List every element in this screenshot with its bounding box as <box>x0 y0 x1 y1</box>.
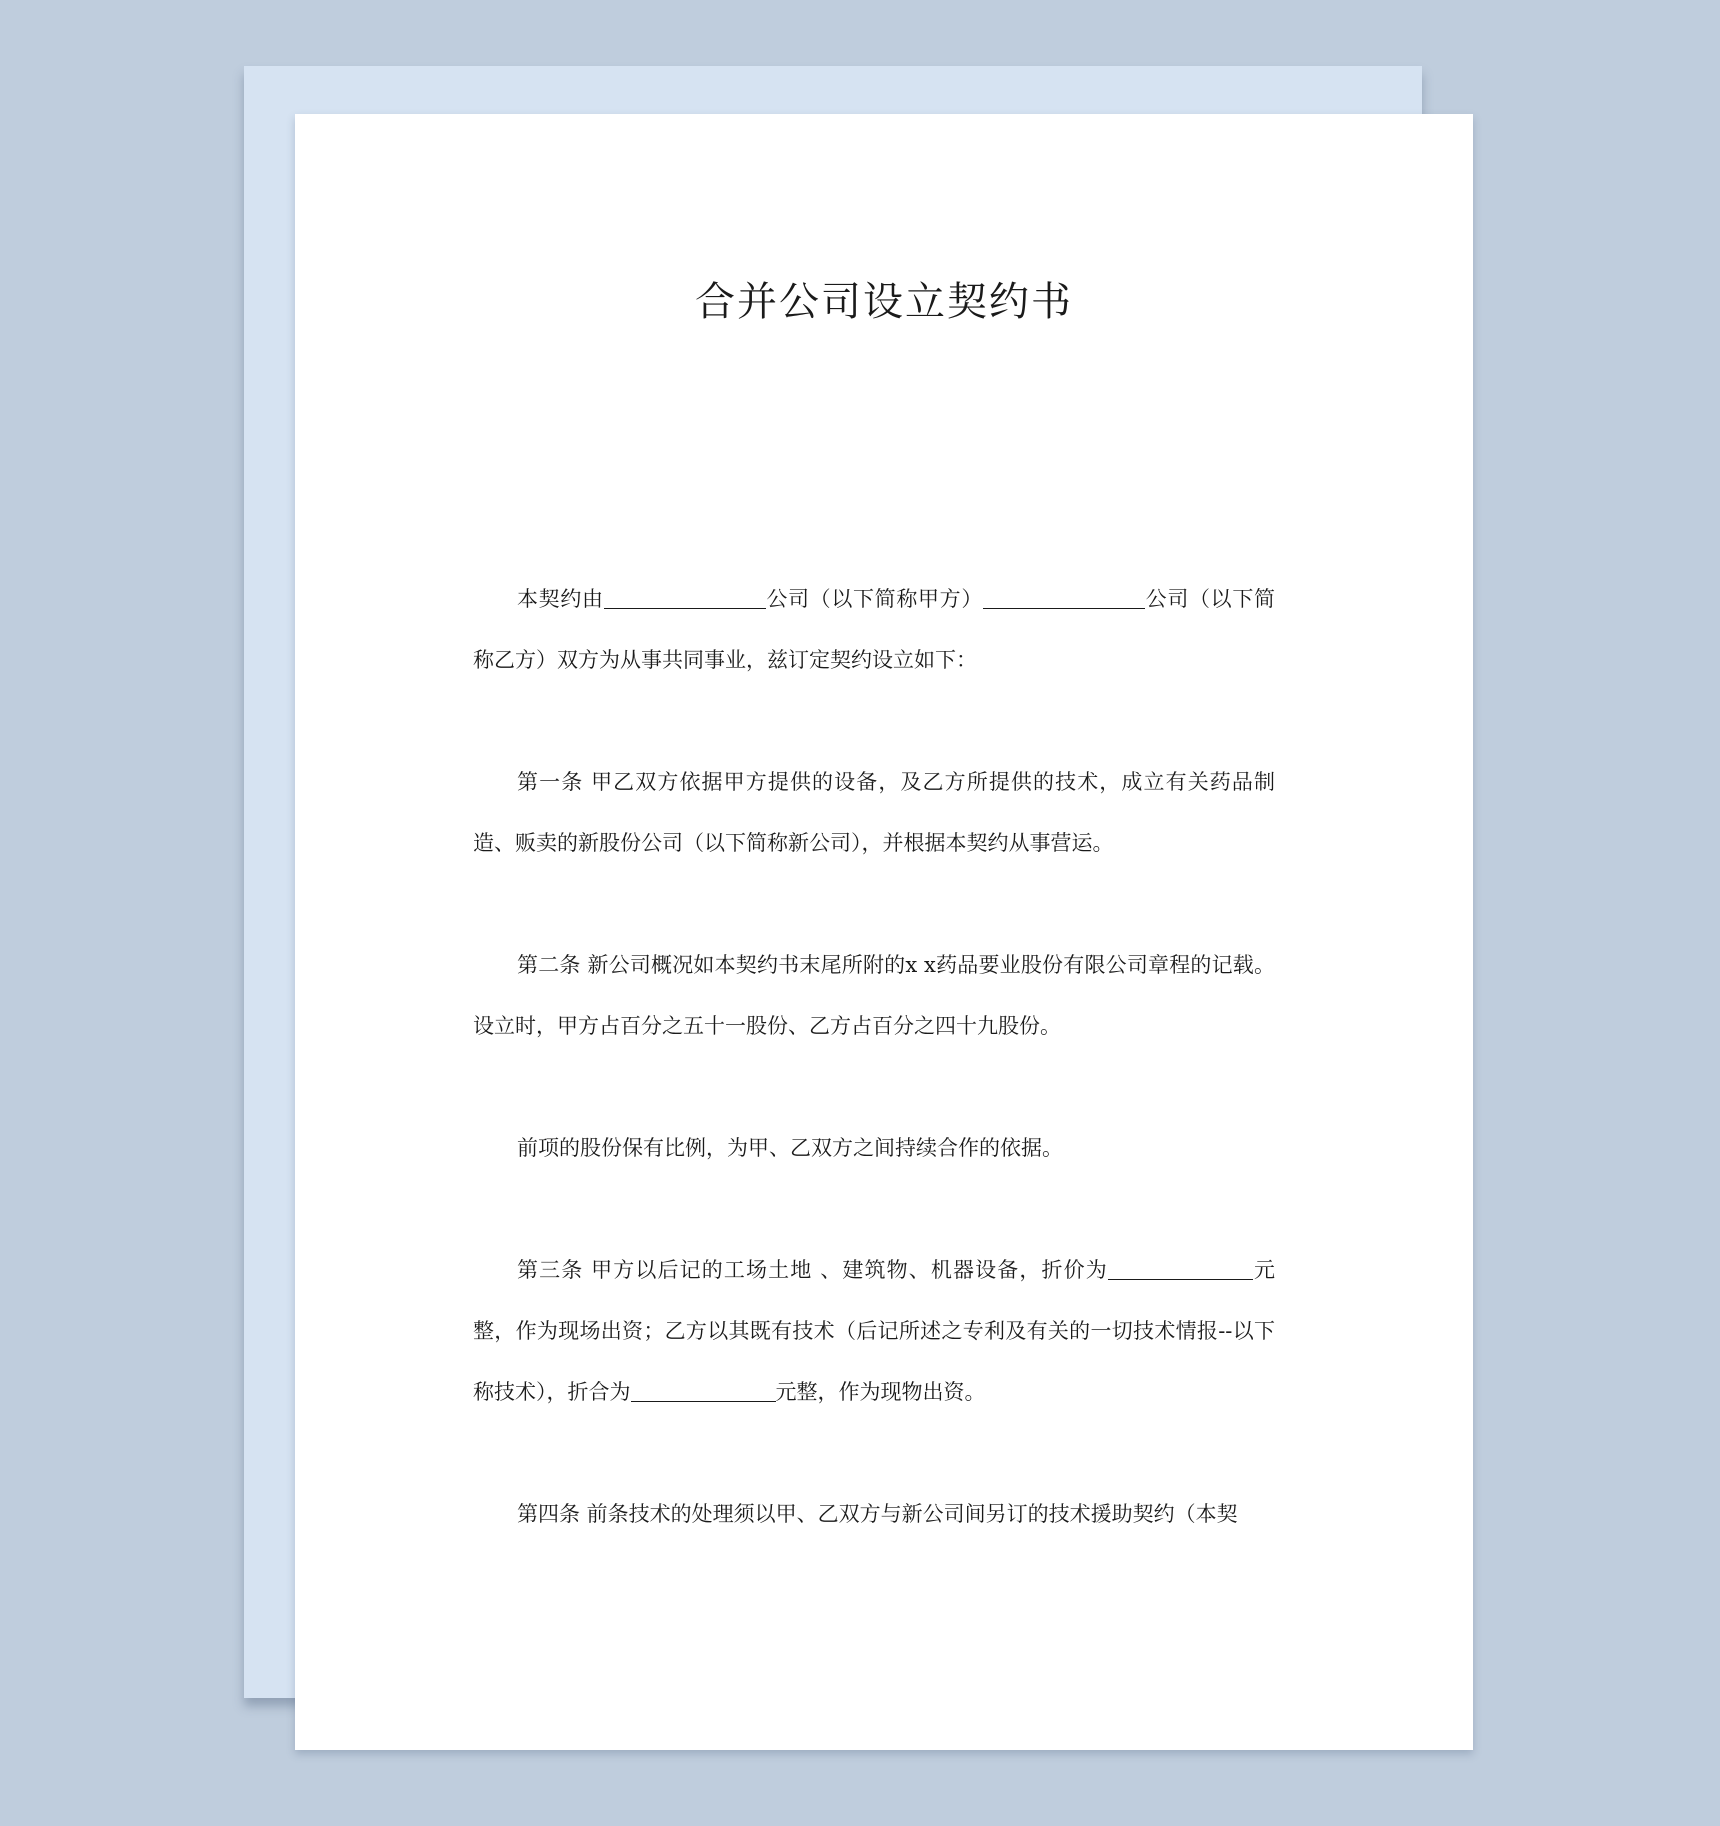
paragraph-text: 公司（以下简称乙方）双方为从事共同事业，兹订定契约设立如下： <box>473 587 1276 672</box>
company-name-blank[interactable] <box>604 588 766 609</box>
paragraph-text: 公司（以下简称甲方） <box>765 587 984 611</box>
paragraph-text: 第三条 甲方以后记的工场土地 、建筑物、机器设备，折价为 <box>517 1258 1108 1282</box>
amount-blank[interactable] <box>631 1381 776 1402</box>
clause-paragraph <box>473 1240 1275 1423</box>
document-title: 合并公司设立契约书 <box>695 279 1073 325</box>
paragraph-text: 元整，作为现物出资。 <box>775 1380 986 1404</box>
paragraph-text: 元整，作为现场出资；乙方以其既有技术（后记所述之专利及有关的一切技术情报--以下称技术），折合为 <box>473 1258 1276 1404</box>
clause-paragraph <box>473 1118 1275 1179</box>
clause-paragraph <box>473 935 1275 1057</box>
paragraph-text: 前项的股份保有比例，为甲、乙双方之间持续合作的依据。 <box>517 1136 1063 1160</box>
paragraph-text: 第二条 新公司概况如本契约书末尾所附的x x药品要业股份有限公司章程的记载。设立时，甲方占百分之五十一股份、乙方占百分之四十九股份。 <box>473 953 1275 1038</box>
amount-blank[interactable] <box>1108 1259 1253 1280</box>
paragraph-text: 本契约由 <box>517 587 604 611</box>
paragraph-text: 第四条 前条技术的处理须以甲、乙双方与新公司间另订的技术援助契约（本契 <box>517 1502 1238 1526</box>
document-page <box>295 114 1473 1750</box>
clause-paragraph <box>473 1484 1275 1545</box>
company-name-blank[interactable] <box>983 588 1145 609</box>
clause-paragraph <box>473 569 1275 691</box>
document-body <box>473 569 1275 1545</box>
clause-paragraph <box>473 752 1275 874</box>
paragraph-text: 第一条 甲乙双方依据甲方提供的设备，及乙方所提供的技术，成立有关药品制造、贩卖的新股份公司（以下简称新公司），并根据本契约从事营运。 <box>473 770 1275 855</box>
